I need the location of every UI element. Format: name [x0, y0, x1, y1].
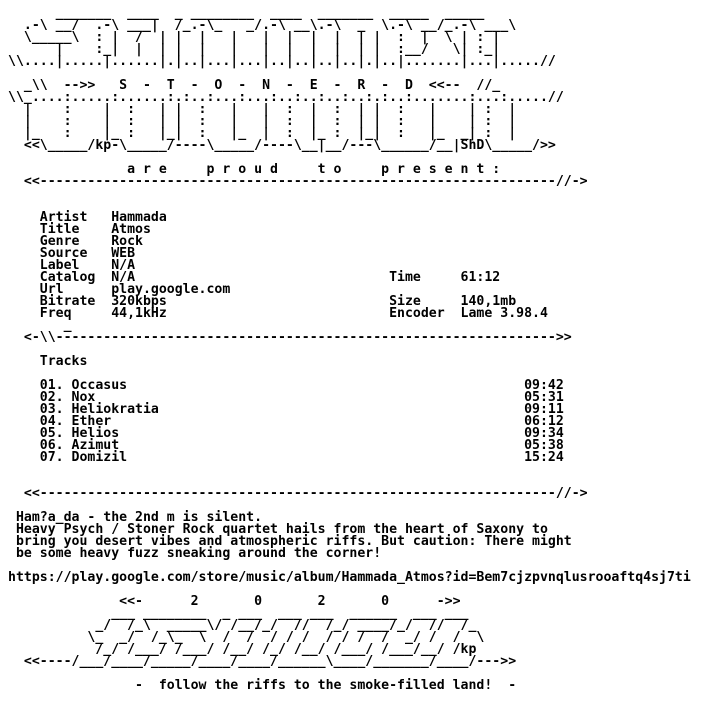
nfo-line: <<-----------------------------------------------------------------//->: [8, 486, 588, 501]
nfo-line: Artist Hammada: [8, 210, 167, 225]
nfo-line: <<----/___/____/_____/____/____/______\____/_______/____/--->>: [8, 654, 517, 669]
nfo-text-block: [8, 8, 691, 692]
nfo-line: \\....|.....|......|.|..|...|...|..|..|..|..|.|..|.......|...|.....//: [8, 54, 556, 69]
nfo-line: Genre Rock: [8, 234, 143, 249]
nfo-line: | : | : | | : | | : | : | | : | | : |: [8, 102, 517, 117]
nfo-line: _\\ -->> S - T - O - N - E - R - D <<-- //_: [8, 78, 501, 93]
nfo-line: | : | : | | : | | : | : | | : | | : |: [8, 114, 517, 129]
nfo-line: Heavy Psych / Stoner Rock quartet hails from the heart of Saxony to: [8, 522, 548, 537]
nfo-line: 06. Azimut 05:38: [8, 438, 564, 453]
nfo-line: 03. Heliokratia 09:11: [8, 402, 564, 417]
nfo-line: _______ ____ _ ________ ____ _______ _____ _____: [8, 6, 493, 21]
nfo-line: 07. Domizil 15:24: [8, 450, 564, 465]
nfo-line: /_/ /___/ /___/ /__/ /_/ /__/ /___/ /___/__/ /kp: [8, 642, 477, 657]
nfo-line: ___ ________ _ ___ ___ ___ ______ ___ ___: [8, 606, 469, 621]
nfo-line: 04. Ether 06:12: [8, 414, 564, 429]
nfo-line: be some heavy fuzz sneaking around the corner!: [8, 546, 382, 561]
nfo-line: 01. Occasus 09:42: [8, 378, 564, 393]
nfo-line: Source WEB: [8, 246, 136, 261]
nfo-line: <<-----------------------------------------------------------------//->: [8, 174, 588, 189]
nfo-line: .-\ __/ .-\ ___| /_.-\_ _/.-\ __\.-\ _ \.-\ __/_.-\ ___\: [8, 18, 517, 33]
nfo-line: _/ /_\ _____\/ /__/_/ // /_/ ____/_/ // /_: [8, 618, 477, 633]
nfo-line: Url play.google.com: [8, 282, 231, 297]
nfo-line: | :_| | | | | | | | | | | | :__/ \| :_|: [8, 42, 501, 57]
nfo-line: |_ : |_ : |_| : |_ | : |_ : |_| : |_ _| : |: [8, 126, 517, 141]
nfo-line: - follow the riffs to the smoke-filled land! -: [8, 678, 517, 693]
nfo-line: Freq 44,1kHz Encoder Lame 3.98.4: [8, 306, 548, 321]
nfo-line: Catalog N/A Time 61:12: [8, 270, 501, 285]
nfo-line: bring you desert vibes and atmospheric riffs. But caution: There might: [8, 534, 572, 549]
nfo-line: <<- 2 0 2 0 ->>: [8, 594, 461, 609]
nfo-line: Title Atmos: [8, 222, 151, 237]
nfo-line: \_ _/ /_\_ \ / / / / / / / / / _/ / / \: [8, 630, 485, 645]
nfo-line: Tracks: [8, 354, 88, 369]
nfo-line: Bitrate 320kbps Size 140,1mb: [8, 294, 517, 309]
nfo-line: 02. Nox 05:31: [8, 390, 564, 405]
nfo-line: <-\\--------------------------------------------------------------->>: [8, 330, 572, 345]
nfo-line: <<\_____/kp-\_____/----\_____/----\__|__/---\______/__|ShD\_____/>>: [8, 138, 556, 153]
nfo-line: 05. Helios 09:34: [8, 426, 564, 441]
nfo-line: \\_....:.....:......:.:..:...:...:..:..:..:..:.:..:.......:...:.....//: [8, 90, 564, 105]
nfo-line: Ham?a_da - the 2nd m is silent.: [8, 510, 263, 525]
nfo-line: Label N/A: [8, 258, 136, 273]
nfo-line: a r e p r o u d t o p r e s e n t :: [8, 162, 501, 177]
nfo-line: \_____\ : | / | | | | | | | | | | : | \ | : |: [8, 30, 501, 45]
nfo-line: https://play.google.com/store/music/album/Hammada_Atmos?id=Bem7cjzpvnqlusrooaftq4sj7ti: [8, 570, 691, 585]
nfo-line: _: [8, 318, 72, 333]
